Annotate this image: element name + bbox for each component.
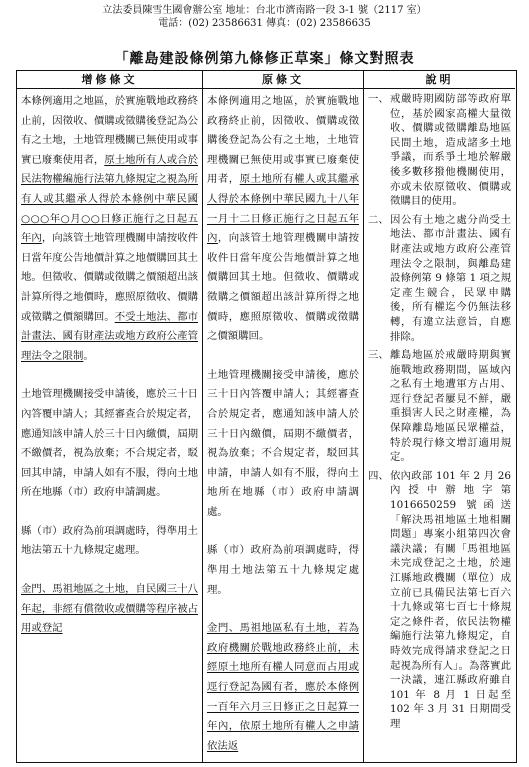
note-item	[368, 213, 511, 344]
amended-column-header: 增修條文	[17, 71, 202, 89]
note-text: 戒嚴時期國防部等政府單位，基於國家高權大量徵收、價購或徵購離島地區民間土地，造成諸多土地爭議，而系爭土地於解嚴後多數移撥他機關使用，亦或未依原徵收、價購或徵購目的使用。	[390, 93, 511, 208]
amended-paragraph-4	[21, 580, 198, 639]
amended-p4-underline: 金門、馬祖地區之土地，自民國三十八年起，非經有償徵收或價購等程序被占用或登記	[21, 583, 198, 635]
document-title	[0, 48, 529, 68]
original-paragraph-1	[207, 92, 359, 347]
comparison-table	[16, 70, 517, 763]
note-text: 依內政部 101 年 2 月 26 內授中辦地字第 1016650259 號函送「解決馬祖地區土地相關問題」專案小組第四次會議決議；有關「馬祖地區未完成登記之土地，於連江縣地政機關（單位）成立前已具備民法第七百六十九條或第七百七十條規定之條件者，依民法物權編施行法第九條規定，自時效完成得請求登記之日起視為所有人」。為落實此一決議，連江縣政府雖自 101 年 8 月 1 日起至 102 年 3 月 31 日期間受理	[390, 469, 511, 730]
notes-column	[364, 71, 515, 762]
original-paragraph-2: 土地管理機關接受申請後，應於三十日內答覆申請人；其經審查合於規定者，應通知該申請人於三十日內繳價，屆期不繳價者，視為放棄；不合規定者，駁回其申請，申請人如有不服，得向土地所在地縣（市）政府申請調處。	[207, 368, 359, 518]
note-item	[368, 92, 511, 209]
note-text: 因公有土地之處分尚受土地法、都市計畫法、國有財產法或地方政府公產管理法令之限制，與離島建設條例第 9 條第 1 項之規定產生競合，民眾申購後，所有權迄今仍無法移轉，有違立法意旨，自應排除。	[390, 213, 511, 343]
original-paragraph-3: 縣（市）政府為前項調處時，得準用土地法第五十九條規定處理。	[207, 544, 359, 596]
title-suffix: 條文對照表	[339, 51, 415, 67]
original-paragraph-4	[207, 619, 359, 756]
original-column	[203, 71, 364, 762]
amended-p1-text-c: 或徵購之價額購回。	[21, 310, 115, 323]
amended-column-body	[17, 89, 202, 639]
original-p4-underline: 金門、馬祖地區私有土地，若為政府機關於戰地政務終止前，未經原土地所有權人同意而占用或逕行登記為國有者，應於本條例一百年六月三日修正之日起算一年內，依原土地所有權人之申請依法返	[207, 622, 359, 752]
office-address-line: 立法委員陳雪生國會辦公室 地址：台北市濟南路一段 3-1 號（2117 室）	[102, 5, 427, 16]
amended-p1-underline: 原土地所有人或合於民法物權編施行法第九條規定之視為所有人或其繼承人得於本條例中華民國○○○年○月○○日修正施行之日起五年內	[21, 153, 199, 245]
notes-column-body	[364, 89, 515, 732]
note-number: 二、	[368, 213, 389, 226]
note-item	[368, 469, 511, 732]
note-number: 四、	[368, 469, 389, 482]
amended-p1-text-d: 。	[83, 349, 94, 362]
notes-list	[368, 92, 511, 732]
note-item	[368, 348, 511, 465]
amended-paragraph-3: 縣（市）政府為前項調處時，得準用土地法第五十九條規定處理。	[21, 524, 198, 557]
amended-p1-underline-2: 不受土地法、都市計畫法、國有財產法或地方政府公產管理法令之限制	[21, 310, 199, 362]
office-contact-line: 電話：(02) 23586631 傳真：(02) 23586635	[158, 18, 371, 29]
original-column-header: 原條文	[203, 71, 363, 89]
bill-name: 「離島建設條例第九條修正草案」	[114, 51, 340, 67]
original-column-body	[203, 89, 363, 756]
office-header	[0, 4, 529, 30]
note-number: 一、	[368, 93, 389, 105]
original-p1-underline: 原土地所有權人或其繼承人得於本條例中華民國九十八年一月十二日修正施行之日起五年內	[207, 173, 360, 245]
note-number: 三、	[368, 349, 389, 362]
notes-column-header: 說明	[364, 71, 515, 89]
original-p1-text-b: ，向該管土地管理機關申請按收件日當年度公告地價計算之地價購回其土地。但徵收、價購或徵購之價額超出該計算所得之地價時，應照原徵收、價購或徵購之價額購回。	[207, 232, 360, 343]
original-p1-text-a: 本條例適用之地區，於實施戰地政務終止前，因徵收、價購或徵購後登記為公有之土地，土地管理機關已無使用或事實已廢棄使用者，	[207, 95, 359, 186]
note-text: 離島地區於戒嚴時期與實施戰地政務期間，區域內之私有土地遭軍方占用、逕行登記者屢見不鮮，嚴重損害人民之財產權，為保障離島地區民眾權益，特於現行條文增訂適用規定。	[390, 349, 511, 464]
amended-column	[17, 71, 203, 762]
amended-p1-text-b: ，向該管土地管理機關申請按收件日當年度公告地價計算之地價購回其土地。但徵收、價購或徵購之價額超出該計算所得之地價時，應照原徵收、價購	[21, 232, 199, 303]
amended-paragraph-2: 土地管理機關接受申請後，應於三十日內答覆申請人；其經審查合於規定者，應通知該申請人於三十日內繳價，屆期不繳價者，視為放棄；不合規定者，駁回其申請，申請人如有不服，得向土地所在地縣（市）政府申請調處。	[21, 388, 198, 499]
amended-paragraph-1	[21, 92, 198, 366]
amended-p1-text-a: 本條例適用之地區，於實施戰地政務終止前，因徵收、價購或徵購後登記為公有之土地，土地管理機關已無使用或事實已廢棄使用者，	[21, 95, 198, 166]
